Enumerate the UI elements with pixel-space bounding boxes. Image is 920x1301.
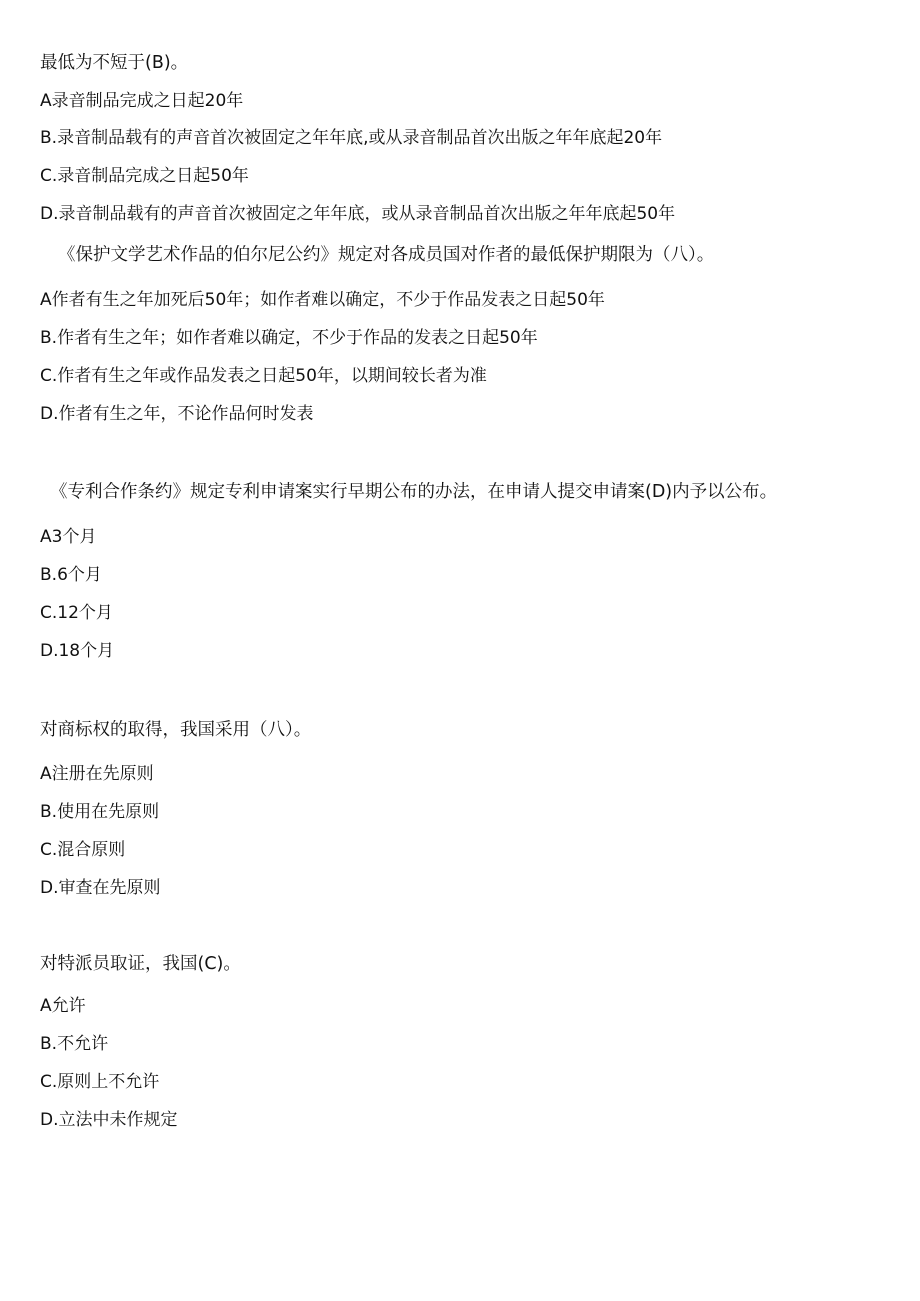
question-4-option-a: A注册在先原则 (40, 764, 154, 784)
question-2-option-b: B.作者有生之年；如作者难以确定，不少于作品的发表之日起50年 (40, 328, 538, 348)
question-5-option-d: D.立法中未作规定 (40, 1110, 178, 1130)
question-2-option-d: D.作者有生之年，不论作品何时发表 (40, 404, 314, 424)
question-2-option-a: A作者有生之年加死后50年；如作者难以确定，不少于作品发表之日起50年 (40, 290, 605, 310)
question-5-option-b: B.不允许 (40, 1034, 109, 1054)
question-4-option-c: C.混合原则 (40, 840, 126, 860)
question-3-option-a: A3个月 (40, 527, 97, 547)
question-1-option-b: B.录音制品载有的声音首次被固定之年年底,或从录音制品首次出版之年年底起20年 (40, 128, 663, 148)
question-1-option-c: C.录音制品完成之日起50年 (40, 166, 249, 186)
question-5-stem: 对特派员取证，我国(C)。 (40, 954, 241, 974)
question-3-option-b: B.6个月 (40, 565, 102, 585)
question-4-stem: 对商标权的取得，我国采用（八）。 (40, 720, 312, 740)
question-1-stem: 最低为不短于(B)。 (40, 53, 189, 73)
question-4-option-d: D.审查在先原则 (40, 878, 161, 898)
question-3-option-c: C.12个月 (40, 603, 113, 623)
question-1-option-d: D.录音制品载有的声音首次被固定之年年底，或从录音制品首次出版之年年底起50年 (40, 204, 676, 224)
question-3-stem: 《专利合作条约》规定专利申请案实行早期公布的办法，在申请人提交申请案(D)内予以公布。 (50, 482, 778, 502)
question-4-option-b: B.使用在先原则 (40, 802, 160, 822)
question-3-option-d: D.18个月 (40, 641, 115, 661)
question-1-option-a: A录音制品完成之日起20年 (40, 91, 244, 111)
question-5-option-c: C.原则上不允许 (40, 1072, 160, 1092)
question-2-option-c: C.作者有生之年或作品发表之日起50年，以期间较长者为准 (40, 366, 487, 386)
question-5-option-a: A允许 (40, 996, 86, 1016)
question-2-stem: 《保护文学艺术作品的伯尔尼公约》规定对各成员国对作者的最低保护期限为（八）。 (58, 245, 715, 265)
